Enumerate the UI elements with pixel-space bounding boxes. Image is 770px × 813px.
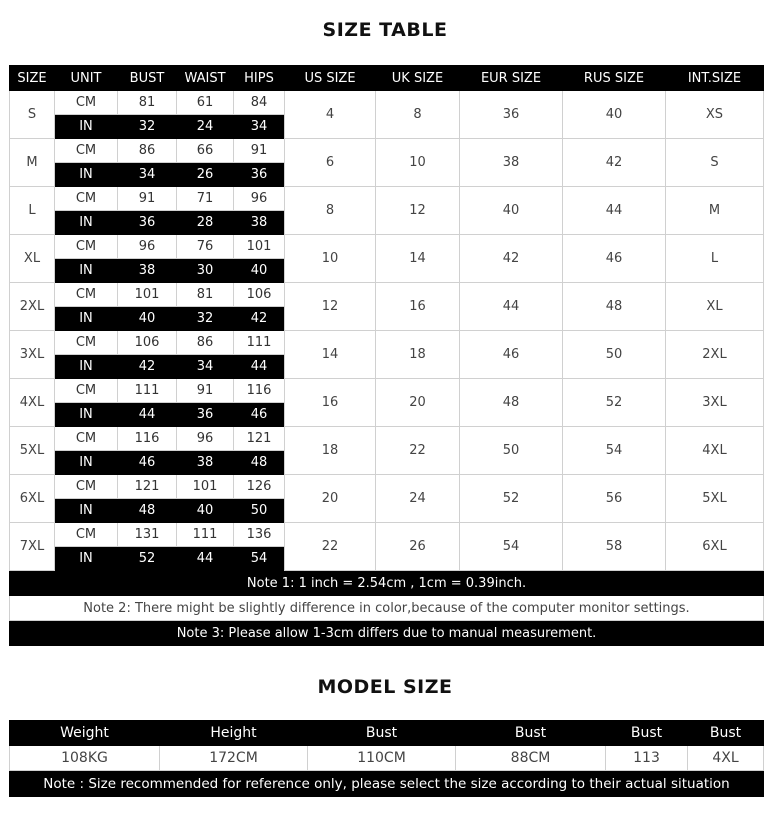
eur-size: 40 xyxy=(460,187,563,235)
size-row-cm xyxy=(10,523,764,547)
int-size: 5XL xyxy=(666,475,764,523)
int-size: 4XL xyxy=(666,427,764,475)
bust-in: 44 xyxy=(118,403,177,427)
bust-in: 36 xyxy=(118,211,177,235)
size-label: M xyxy=(10,139,55,187)
header-eur-size: EUR SIZE xyxy=(460,66,563,91)
size-label: 2XL xyxy=(10,283,55,331)
bust-cm: 131 xyxy=(118,523,177,547)
rus-size: 52 xyxy=(563,379,666,427)
bust-cm: 116 xyxy=(118,427,177,451)
waist-in: 32 xyxy=(177,307,234,331)
waist-in: 34 xyxy=(177,355,234,379)
model-bust-3: 113 xyxy=(606,746,688,771)
note-3: Note 3: Please allow 1-3cm differs due to manual measurement. xyxy=(10,621,764,646)
size-row-cm xyxy=(10,139,764,163)
us-size: 10 xyxy=(285,235,376,283)
model-header-bust-1: Bust xyxy=(308,721,456,746)
hips-in: 42 xyxy=(234,307,285,331)
header-waist: WAIST xyxy=(177,66,234,91)
unit-in: IN xyxy=(55,451,118,475)
eur-size: 50 xyxy=(460,427,563,475)
us-size: 20 xyxy=(285,475,376,523)
uk-size: 8 xyxy=(376,91,460,139)
note-2: Note 2: There might be slightly difference in color,because of the computer monitor settings. xyxy=(10,596,764,621)
hips-cm: 121 xyxy=(234,427,285,451)
note-1: Note 1: 1 inch = 2.54cm , 1cm = 0.39inch. xyxy=(10,571,764,596)
unit-cm: CM xyxy=(55,427,118,451)
size-row-cm xyxy=(10,187,764,211)
note-3-row xyxy=(10,621,764,646)
eur-size: 42 xyxy=(460,235,563,283)
hips-cm: 96 xyxy=(234,187,285,211)
model-bust-1: 110CM xyxy=(308,746,456,771)
bust-in: 46 xyxy=(118,451,177,475)
unit-in: IN xyxy=(55,547,118,571)
model-header-weight: Weight xyxy=(10,721,160,746)
bust-in: 32 xyxy=(118,115,177,139)
hips-cm: 101 xyxy=(234,235,285,259)
eur-size: 52 xyxy=(460,475,563,523)
size-row-cm xyxy=(10,91,764,115)
size-label: L xyxy=(10,187,55,235)
size-label: 5XL xyxy=(10,427,55,475)
waist-in: 38 xyxy=(177,451,234,475)
header-size: SIZE xyxy=(10,66,55,91)
waist-in: 26 xyxy=(177,163,234,187)
unit-cm: CM xyxy=(55,475,118,499)
us-size: 18 xyxy=(285,427,376,475)
waist-in: 30 xyxy=(177,259,234,283)
us-size: 4 xyxy=(285,91,376,139)
model-size-title: MODEL SIZE xyxy=(317,676,453,698)
int-size: 2XL xyxy=(666,331,764,379)
header-rus-size: RUS SIZE xyxy=(563,66,666,91)
hips-cm: 106 xyxy=(234,283,285,307)
us-size: 14 xyxy=(285,331,376,379)
note-1-row xyxy=(10,571,764,596)
model-header-row xyxy=(10,721,764,746)
unit-in: IN xyxy=(55,355,118,379)
bust-in: 48 xyxy=(118,499,177,523)
size-table-title: SIZE TABLE xyxy=(322,19,448,41)
waist-cm: 111 xyxy=(177,523,234,547)
int-size: XS xyxy=(666,91,764,139)
waist-cm: 71 xyxy=(177,187,234,211)
size-row-cm xyxy=(10,331,764,355)
header-us-size: US SIZE xyxy=(285,66,376,91)
waist-cm: 76 xyxy=(177,235,234,259)
unit-in: IN xyxy=(55,403,118,427)
hips-in: 50 xyxy=(234,499,285,523)
size-row-cm xyxy=(10,379,764,403)
hips-cm: 84 xyxy=(234,91,285,115)
model-size-table xyxy=(9,720,764,797)
int-size: S xyxy=(666,139,764,187)
unit-cm: CM xyxy=(55,91,118,115)
rus-size: 46 xyxy=(563,235,666,283)
us-size: 16 xyxy=(285,379,376,427)
header-int-size: INT.SIZE xyxy=(666,66,764,91)
unit-in: IN xyxy=(55,259,118,283)
eur-size: 38 xyxy=(460,139,563,187)
bust-cm: 101 xyxy=(118,283,177,307)
waist-in: 28 xyxy=(177,211,234,235)
us-size: 8 xyxy=(285,187,376,235)
int-size: XL xyxy=(666,283,764,331)
header-bust: BUST xyxy=(118,66,177,91)
header-hips: HIPS xyxy=(234,66,285,91)
size-row-cm xyxy=(10,283,764,307)
unit-in: IN xyxy=(55,163,118,187)
size-row-cm xyxy=(10,427,764,451)
uk-size: 26 xyxy=(376,523,460,571)
model-bust-4: 4XL xyxy=(688,746,764,771)
waist-in: 24 xyxy=(177,115,234,139)
hips-in: 48 xyxy=(234,451,285,475)
int-size: 6XL xyxy=(666,523,764,571)
rus-size: 48 xyxy=(563,283,666,331)
waist-cm: 91 xyxy=(177,379,234,403)
hips-in: 46 xyxy=(234,403,285,427)
bust-in: 42 xyxy=(118,355,177,379)
rus-size: 54 xyxy=(563,427,666,475)
unit-in: IN xyxy=(55,307,118,331)
us-size: 22 xyxy=(285,523,376,571)
size-table xyxy=(9,65,764,646)
waist-in: 44 xyxy=(177,547,234,571)
hips-in: 34 xyxy=(234,115,285,139)
rus-size: 42 xyxy=(563,139,666,187)
bust-cm: 106 xyxy=(118,331,177,355)
hips-in: 54 xyxy=(234,547,285,571)
size-label: 7XL xyxy=(10,523,55,571)
hips-cm: 136 xyxy=(234,523,285,547)
bust-cm: 111 xyxy=(118,379,177,403)
uk-size: 20 xyxy=(376,379,460,427)
waist-cm: 101 xyxy=(177,475,234,499)
model-weight: 108KG xyxy=(10,746,160,771)
rus-size: 56 xyxy=(563,475,666,523)
size-row-cm xyxy=(10,475,764,499)
size-label: S xyxy=(10,91,55,139)
hips-in: 44 xyxy=(234,355,285,379)
model-note: Note : Size recommended for reference only, please select the size according to their actual situation xyxy=(10,771,764,797)
unit-in: IN xyxy=(55,115,118,139)
unit-in: IN xyxy=(55,499,118,523)
eur-size: 36 xyxy=(460,91,563,139)
rus-size: 44 xyxy=(563,187,666,235)
hips-cm: 116 xyxy=(234,379,285,403)
model-header-height: Height xyxy=(160,721,308,746)
waist-cm: 61 xyxy=(177,91,234,115)
us-size: 12 xyxy=(285,283,376,331)
hips-in: 36 xyxy=(234,163,285,187)
bust-cm: 86 xyxy=(118,139,177,163)
rus-size: 50 xyxy=(563,331,666,379)
model-bust-2: 88CM xyxy=(456,746,606,771)
uk-size: 16 xyxy=(376,283,460,331)
int-size: 3XL xyxy=(666,379,764,427)
bust-in: 52 xyxy=(118,547,177,571)
unit-cm: CM xyxy=(55,523,118,547)
note-2-row xyxy=(10,596,764,621)
waist-in: 36 xyxy=(177,403,234,427)
uk-size: 12 xyxy=(376,187,460,235)
model-header-bust-4: Bust xyxy=(688,721,764,746)
waist-cm: 86 xyxy=(177,331,234,355)
uk-size: 14 xyxy=(376,235,460,283)
waist-cm: 96 xyxy=(177,427,234,451)
hips-cm: 91 xyxy=(234,139,285,163)
waist-in: 40 xyxy=(177,499,234,523)
rus-size: 58 xyxy=(563,523,666,571)
model-note-row xyxy=(10,771,764,797)
unit-cm: CM xyxy=(55,139,118,163)
unit-cm: CM xyxy=(55,187,118,211)
header-unit: UNIT xyxy=(55,66,118,91)
size-row-cm xyxy=(10,235,764,259)
waist-cm: 81 xyxy=(177,283,234,307)
bust-cm: 121 xyxy=(118,475,177,499)
uk-size: 18 xyxy=(376,331,460,379)
bust-cm: 81 xyxy=(118,91,177,115)
bust-in: 34 xyxy=(118,163,177,187)
bust-in: 38 xyxy=(118,259,177,283)
hips-in: 38 xyxy=(234,211,285,235)
unit-cm: CM xyxy=(55,283,118,307)
eur-size: 46 xyxy=(460,331,563,379)
model-values-row xyxy=(10,746,764,771)
size-label: 4XL xyxy=(10,379,55,427)
model-header-bust-3: Bust xyxy=(606,721,688,746)
eur-size: 44 xyxy=(460,283,563,331)
unit-cm: CM xyxy=(55,331,118,355)
size-table-header-row xyxy=(10,66,764,91)
hips-in: 40 xyxy=(234,259,285,283)
hips-cm: 126 xyxy=(234,475,285,499)
rus-size: 40 xyxy=(563,91,666,139)
eur-size: 48 xyxy=(460,379,563,427)
header-uk-size: UK SIZE xyxy=(376,66,460,91)
us-size: 6 xyxy=(285,139,376,187)
bust-in: 40 xyxy=(118,307,177,331)
model-header-bust-2: Bust xyxy=(456,721,606,746)
hips-cm: 111 xyxy=(234,331,285,355)
unit-cm: CM xyxy=(55,379,118,403)
size-label: 3XL xyxy=(10,331,55,379)
size-label: 6XL xyxy=(10,475,55,523)
bust-cm: 91 xyxy=(118,187,177,211)
waist-cm: 66 xyxy=(177,139,234,163)
unit-cm: CM xyxy=(55,235,118,259)
uk-size: 24 xyxy=(376,475,460,523)
uk-size: 10 xyxy=(376,139,460,187)
model-height: 172CM xyxy=(160,746,308,771)
uk-size: 22 xyxy=(376,427,460,475)
int-size: L xyxy=(666,235,764,283)
int-size: M xyxy=(666,187,764,235)
bust-cm: 96 xyxy=(118,235,177,259)
eur-size: 54 xyxy=(460,523,563,571)
unit-in: IN xyxy=(55,211,118,235)
size-label: XL xyxy=(10,235,55,283)
